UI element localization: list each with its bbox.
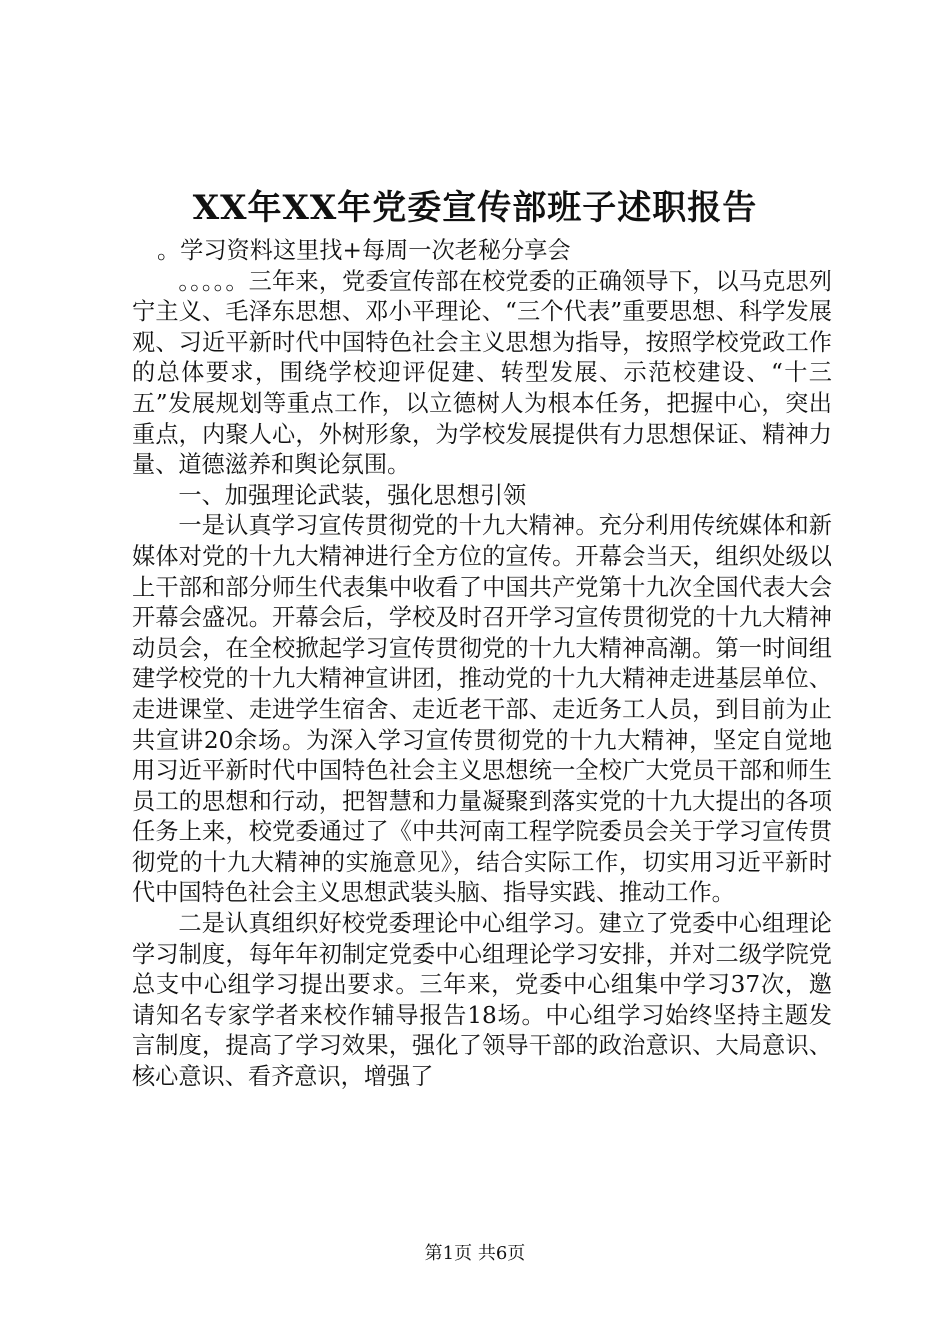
body-paragraph: 一是认真学习宣传贯彻党的十九大精神。充分利用传统媒体和新媒体对党的十九大精神进行全方位的宣传。开幕会当天，组织处级以上干部和部分师生代表集中收看了中国共产党第十九次全国代表大会开幕会盛况。开幕会后，学校及时召开学习宣传贯彻党的十九大精神动员会，在全校掀起学习宣传贯彻党的十九大精神高潮。第一时间组建学校党的十九大精神宣讲团，推动党的十九大精神走进基层单位、走进课堂、走进学生宿舍、走近老干部、走近务工人员，到目前为止共宣讲20余场。为深入学习宣传贯彻党的十九大精神，坚定自觉地用习近平新时代中国特色社会主义思想统一全校广大党员干部和师生员工的思想和行动，把智慧和力量凝聚到落实党的十九大提出的各项任务上来，校党委通过了《中共河南工程学院委员会关于学习宣传贯彻党的十九大精神的实施意见》，结合实际工作，切实用习近平新时代中国特色社会主义思想武装头脑、指导实践、推动工作。: [132, 512, 832, 907]
document-title: XX年XX年党委宣传部班子述职报告: [192, 188, 758, 228]
document-body: [132, 236, 832, 1093]
page-number-footer: 第1页 共6页: [424, 1243, 526, 1264]
promo-line: 。学习资料这里找+每周一次老秘分享会: [157, 237, 571, 264]
section-heading: 一、加强理论武装，强化思想引领: [178, 481, 527, 509]
intro-paragraph: 。。。。。三年来，党委宣传部在校党委的正确领导下，以马克思列宁主义、毛泽东思想、邓小平理论、“三个代表”重要思想、科学发展观、习近平新时代中国特色社会主义思想为指导，按照学校党政工作的总体要求，围绕学校迎评促建、转型发展、示范校建设、“十三五”发展规划等重点工作，以立德树人为根本任务，把握中心，突出重点，内聚人心，外树形象，为学校发展提供有力思想保证、精神力量、道德滋养和舆论氛围。: [132, 267, 832, 479]
body-paragraph: 二是认真组织好校党委理论中心组学习。建立了党委中心组理论学习制度，每年年初制定党委中心组理论学习安排，并对二级学院党总支中心组学习提出要求。三年来，党委中心组集中学习37次，邀请知名专家学者来校作辅导报告18场。中心组学习始终坚持主题发言制度，提高了学习效果，强化了领导干部的政治意识、大局意识、核心意识、看齐意识，增强了: [132, 910, 832, 1091]
